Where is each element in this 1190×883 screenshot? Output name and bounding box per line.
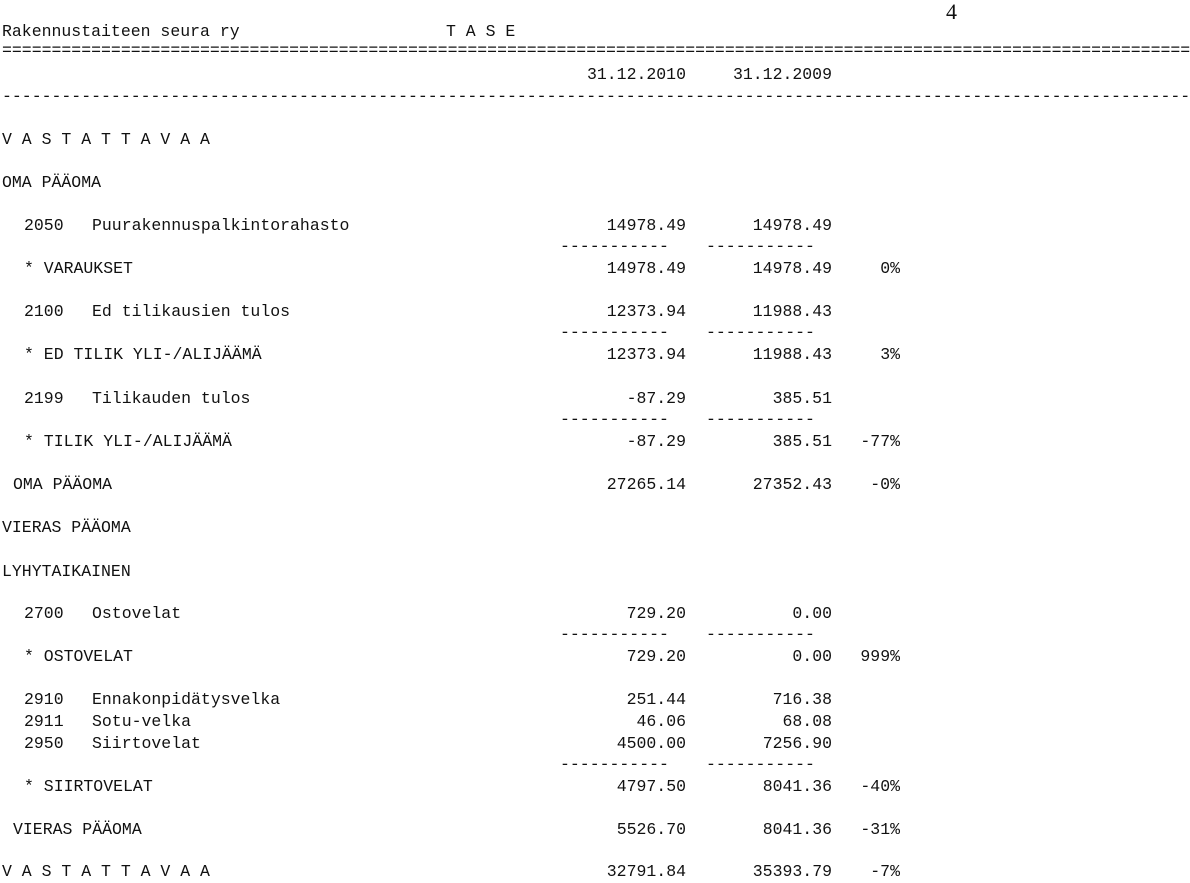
section-title-lyhytaikainen: LYHYTAIKAINEN bbox=[2, 562, 131, 581]
value-2010: 729.20 bbox=[626, 604, 686, 623]
column-header-2009: 31.12.2009 bbox=[732, 65, 832, 84]
value-2010: 32791.84 bbox=[606, 862, 686, 881]
account-code: 2050 bbox=[24, 216, 64, 235]
page-number: 4 bbox=[946, 0, 957, 24]
column-header-2010: 31.12.2010 bbox=[586, 65, 686, 84]
organization-name: Rakennustaiteen seura ry bbox=[2, 22, 240, 41]
value-2009: 11988.43 bbox=[752, 302, 832, 321]
value-2009: 385.51 bbox=[772, 389, 832, 408]
value-2009: 385.51 bbox=[772, 432, 832, 451]
change-percent: -0% bbox=[870, 475, 900, 494]
value-2010: 5526.70 bbox=[616, 820, 686, 839]
value-2010: 729.20 bbox=[626, 647, 686, 666]
value-2010: 14978.49 bbox=[606, 216, 686, 235]
account-code: 2700 bbox=[24, 604, 64, 623]
section-title-vieras-paaoma: VIERAS PÄÄOMA bbox=[2, 518, 131, 537]
change-percent: -77% bbox=[860, 432, 900, 451]
value-2010: 14978.49 bbox=[606, 259, 686, 278]
account-label: Tilikauden tulos bbox=[92, 389, 251, 408]
change-percent: 0% bbox=[880, 259, 900, 278]
value-2010: -87.29 bbox=[626, 432, 686, 451]
value-2009: 8041.36 bbox=[762, 820, 832, 839]
document-title: T A S E bbox=[446, 22, 516, 41]
value-2010: -87.29 bbox=[626, 389, 686, 408]
value-2010: 4500.00 bbox=[616, 734, 686, 753]
account-label: Siirtovelat bbox=[92, 734, 201, 753]
subtotal-label: * TILIK YLI-/ALIJÄÄMÄ bbox=[24, 432, 232, 451]
subtotal-label: * ED TILIK YLI-/ALIJÄÄMÄ bbox=[24, 345, 262, 364]
value-2009: 14978.49 bbox=[752, 259, 832, 278]
subtotal-rule: ----------- bbox=[706, 755, 815, 774]
account-code: 2950 bbox=[24, 734, 64, 753]
account-code: 2199 bbox=[24, 389, 64, 408]
single-rule: ------------------------------------------------------------------------------------------------------------------------ bbox=[2, 87, 1190, 106]
value-2009: 27352.43 bbox=[752, 475, 832, 494]
change-percent: -7% bbox=[870, 862, 900, 881]
subtotal-label: * OSTOVELAT bbox=[24, 647, 133, 666]
account-label: Sotu-velka bbox=[92, 712, 192, 731]
value-2009: 716.38 bbox=[772, 690, 832, 709]
double-rule: ======================================================================================================================== bbox=[2, 41, 1190, 60]
subtotal-rule: ----------- bbox=[560, 237, 669, 256]
subtotal-rule: ----------- bbox=[706, 237, 815, 256]
value-2010: 27265.14 bbox=[606, 475, 686, 494]
value-2009: 7256.90 bbox=[762, 734, 832, 753]
account-label: Ostovelat bbox=[92, 604, 182, 623]
account-label: Ennakonpidätysvelka bbox=[92, 690, 281, 709]
account-code: 2100 bbox=[24, 302, 64, 321]
subtotal-label: * VARAUKSET bbox=[24, 259, 133, 278]
subtotal-rule: ----------- bbox=[560, 323, 669, 342]
account-label: Ed tilikausien tulos bbox=[92, 302, 291, 321]
section-title-vastattavaa: V A S T A T T A V A A bbox=[2, 130, 210, 149]
subtotal-label: * SIIRTOVELAT bbox=[24, 777, 153, 796]
subtotal-rule: ----------- bbox=[560, 625, 669, 644]
subtotal-rule: ----------- bbox=[706, 625, 815, 644]
value-2010: 4797.50 bbox=[616, 777, 686, 796]
change-percent: 999% bbox=[860, 647, 900, 666]
account-label: Puurakennuspalkintorahasto bbox=[92, 216, 350, 235]
subtotal-rule: ----------- bbox=[706, 410, 815, 429]
grand-total-label: V A S T A T T A V A A bbox=[2, 862, 210, 881]
value-2010: 12373.94 bbox=[606, 302, 686, 321]
value-2009: 11988.43 bbox=[752, 345, 832, 364]
change-percent: -40% bbox=[860, 777, 900, 796]
subtotal-rule: ----------- bbox=[706, 323, 815, 342]
value-2009: 0.00 bbox=[792, 647, 832, 666]
value-2009: 14978.49 bbox=[752, 216, 832, 235]
value-2009: 68.08 bbox=[782, 712, 832, 731]
value-2009: 35393.79 bbox=[752, 862, 832, 881]
value-2010: 12373.94 bbox=[606, 345, 686, 364]
section-title-oma-paaoma: OMA PÄÄOMA bbox=[2, 173, 102, 192]
subtotal-rule: ----------- bbox=[560, 755, 669, 774]
total-label: VIERAS PÄÄOMA bbox=[13, 820, 142, 839]
account-code: 2910 bbox=[24, 690, 64, 709]
value-2010: 251.44 bbox=[626, 690, 686, 709]
value-2009: 0.00 bbox=[792, 604, 832, 623]
change-percent: 3% bbox=[880, 345, 900, 364]
value-2010: 46.06 bbox=[636, 712, 686, 731]
change-percent: -31% bbox=[860, 820, 900, 839]
account-code: 2911 bbox=[24, 712, 64, 731]
total-label: OMA PÄÄOMA bbox=[13, 475, 113, 494]
value-2009: 8041.36 bbox=[762, 777, 832, 796]
subtotal-rule: ----------- bbox=[560, 410, 669, 429]
